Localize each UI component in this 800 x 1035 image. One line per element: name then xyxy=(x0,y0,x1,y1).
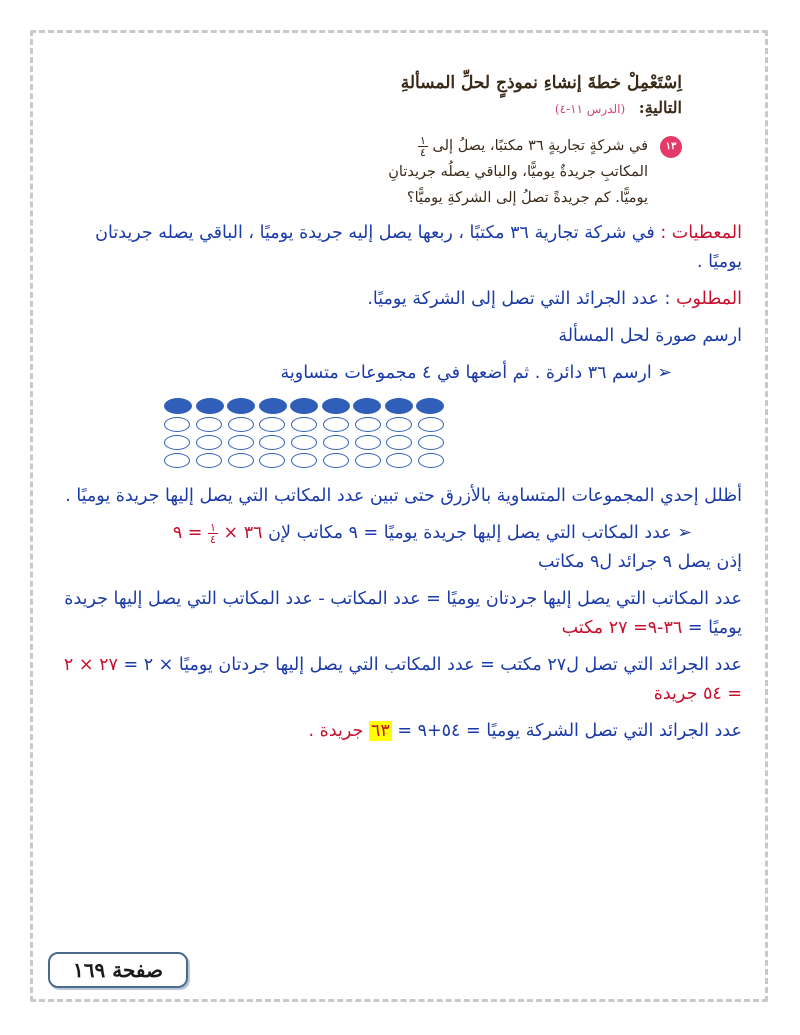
empty-circle xyxy=(291,417,317,432)
exercise-title: اِسْتَعْمِلْ خطةَ إنشاءِ نموذجٍ لحلِّ المسألةِ xyxy=(400,73,682,93)
exercise-problem xyxy=(308,133,682,211)
problem-line-3: يوميًّا. كم جريدةً تصلُ إلى الشركةِ يوميًّا؟ xyxy=(406,190,648,206)
exercise-subtitle-text: التاليةِ: xyxy=(638,98,682,117)
empty-circle xyxy=(386,435,412,450)
problem-line-2: المكاتبِ جريدةٌ يوميًّا، والباقي يصلُه جريدتانِ xyxy=(388,164,648,180)
exercise-subtitle xyxy=(308,96,682,121)
circles-model xyxy=(164,398,444,468)
empty-circle xyxy=(196,417,222,432)
empty-circle xyxy=(164,453,190,468)
fraction-denominator: ٤ xyxy=(210,532,216,546)
empty-circle xyxy=(228,453,254,468)
empty-circle xyxy=(291,435,317,450)
total-paragraph xyxy=(58,717,742,746)
shaded-circle xyxy=(164,398,192,414)
papers-27-text: عدد الجرائد التي تصل ل٢٧ مكتب = عدد المكاتب التي يصل إليها جردتان يوميًا × ٢ = xyxy=(123,655,742,675)
problem-line-1 xyxy=(308,133,648,159)
arrow-bullet-icon: ➢ xyxy=(657,363,672,383)
then-paragraph: إذن يصل ٩ جرائد ل٩ مكاتب xyxy=(538,552,742,572)
circle-row xyxy=(164,453,444,468)
empty-circle xyxy=(418,435,444,450)
textbook-exercise xyxy=(308,70,682,211)
total-text: عدد الجرائد التي تصل الشركة يوميًا = ٥٤+٩ = xyxy=(397,721,742,741)
step-math-result: = ٩ xyxy=(172,523,203,543)
page-number-badge: صفحة ١٦٩ xyxy=(48,952,188,988)
step-offices-one-paper-text: عدد المكاتب التي يصل إليها جريدة يوميًا = ٩ مكاتب لإن xyxy=(268,523,672,543)
shaded-circle xyxy=(416,398,444,414)
papers-27-paragraph xyxy=(58,651,742,709)
draw-title: ارسم صورة لحل المسألة xyxy=(558,326,742,346)
shaded-circle xyxy=(196,398,224,414)
shaded-circle-row xyxy=(164,398,444,414)
fraction-denominator: ٤ xyxy=(420,145,426,159)
exercise-number-badge: ١٣ xyxy=(660,136,682,158)
step-offices-one-paper xyxy=(58,519,742,548)
shaded-circle xyxy=(259,398,287,414)
given-paragraph xyxy=(58,219,742,277)
fraction-numerator: ١ xyxy=(420,133,426,147)
total-unit: جريدة . xyxy=(308,721,364,741)
empty-circle xyxy=(386,453,412,468)
fraction-quarter xyxy=(208,522,218,545)
worksheet-page xyxy=(58,70,742,754)
fraction-quarter xyxy=(418,135,428,158)
empty-circle xyxy=(418,453,444,468)
empty-circle xyxy=(196,453,222,468)
problem-line-1-text: في شركةٍ تجاريةٍ ٣٦ مكتبًا، يصلُ إلى xyxy=(432,138,648,154)
shaded-circle xyxy=(322,398,350,414)
empty-circle xyxy=(386,417,412,432)
empty-circle xyxy=(259,417,285,432)
shaded-circle xyxy=(353,398,381,414)
total-value-highlight: ٦٣ xyxy=(370,721,390,741)
lesson-reference: (الدرس ١١-٤) xyxy=(554,102,626,116)
remaining-offices-text: عدد المكاتب التي يصل إليها جردتان يوميًا = عدد المكاتب - عدد المكاتب التي يصل إليها جريدة يوميًا = xyxy=(64,589,742,638)
step-draw-circles xyxy=(58,359,742,388)
given-label: المعطيات : xyxy=(660,223,742,243)
shade-paragraph: أظلل إحدي المجموعات المتساوية بالأزرق حتى تبين عدد المكاتب التي يصل إليها جريدة يوميًا . xyxy=(65,486,742,506)
circle-row xyxy=(164,417,444,432)
empty-circle xyxy=(164,417,190,432)
arrow-bullet-icon: ➢ xyxy=(677,523,692,543)
required-label: المطلوب xyxy=(676,289,742,309)
empty-circle xyxy=(323,453,349,468)
empty-circle xyxy=(228,435,254,450)
empty-circle xyxy=(323,435,349,450)
required-text: : عدد الجرائد التي تصل إلى الشركة يوميًا. xyxy=(367,289,671,309)
solution xyxy=(58,219,742,746)
empty-circle xyxy=(228,417,254,432)
given-text: في شركة تجارية ٣٦ مكتبًا ، ربعها يصل إليه جريدة يوميًا ، الباقي يصله جريدتان يوميًا . xyxy=(95,223,742,272)
empty-circle xyxy=(164,435,190,450)
required-paragraph xyxy=(58,285,742,314)
shaded-circle xyxy=(227,398,255,414)
empty-circle xyxy=(259,435,285,450)
empty-circle xyxy=(355,435,381,450)
empty-circle xyxy=(355,453,381,468)
shaded-circle xyxy=(385,398,413,414)
empty-circle xyxy=(355,417,381,432)
empty-circle xyxy=(259,453,285,468)
circle-row xyxy=(164,435,444,450)
fraction-numerator: ١ xyxy=(210,520,216,534)
empty-circle xyxy=(291,453,317,468)
step-math-product: ٣٦ × xyxy=(223,523,263,543)
remaining-offices-paragraph xyxy=(58,585,742,643)
empty-circle xyxy=(418,417,444,432)
shaded-circle xyxy=(290,398,318,414)
empty-circle xyxy=(323,417,349,432)
step-draw-circles-text: ارسم ٣٦ دائرة . ثم أضعها في ٤ مجموعات متساوية xyxy=(280,363,652,383)
papers-27-result: ٢٧ × ٢ = ٥٤ جريدة xyxy=(63,655,742,704)
remaining-offices-result: ٣٦-٩= ٢٧ مكتب xyxy=(561,618,683,638)
empty-circle xyxy=(196,435,222,450)
